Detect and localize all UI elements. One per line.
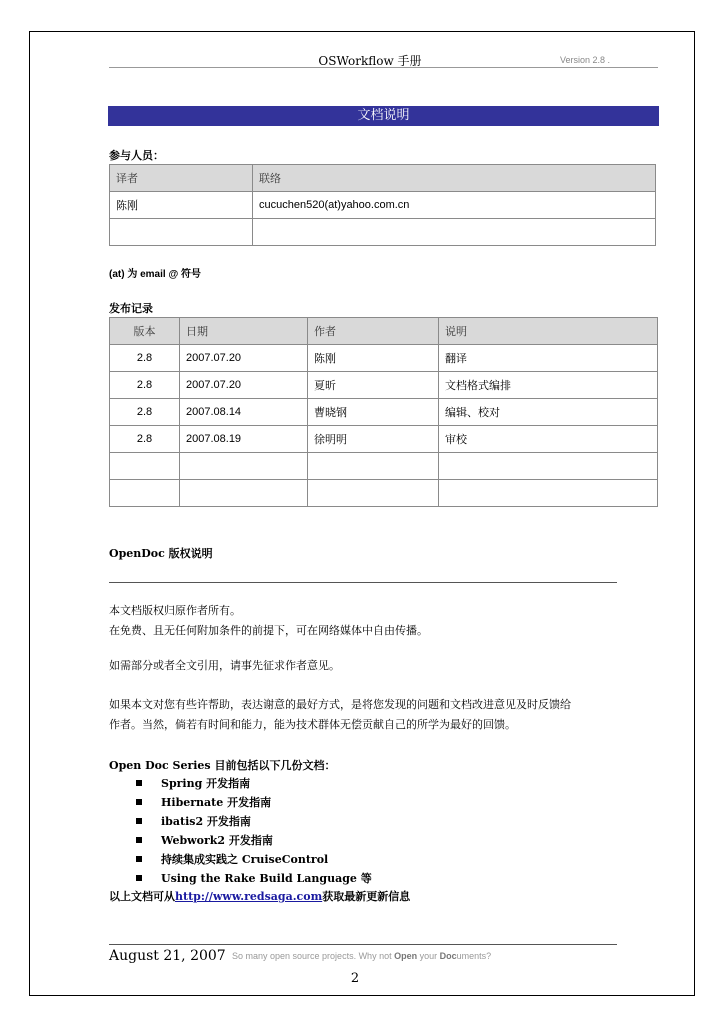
divider — [109, 582, 617, 583]
table-cell: cucuchen520(at)yahoo.com.cn — [253, 192, 656, 219]
slogan-part: So many open source projects. Why not — [232, 951, 395, 961]
bullet-icon — [136, 780, 142, 786]
table-cell: 文档格式编排 — [439, 372, 658, 399]
series-intro: Open Doc Series 目前包括以下几份文档： — [109, 759, 336, 772]
table-row — [110, 453, 658, 480]
email-note: (at) 为 email @ 符号 — [109, 269, 201, 280]
redsaga-link[interactable]: http://www.redsaga.com — [175, 890, 323, 903]
slogan-part: uments? — [456, 951, 492, 961]
outro-suffix: 获取最新更新信息 — [322, 890, 411, 903]
table-cell: 陈刚 — [110, 192, 253, 219]
table-row — [110, 372, 658, 399]
list-item — [136, 812, 536, 831]
column-header: 作者 — [308, 318, 439, 345]
series-list-wrap — [136, 774, 536, 888]
list-item-label: Spring 开发指南 — [161, 777, 251, 790]
table-cell: 2007.07.20 — [180, 345, 308, 372]
list-item-label: Webwork2 开发指南 — [161, 834, 273, 847]
column-header: 版本 — [110, 318, 180, 345]
table-cell: 翻译 — [439, 345, 658, 372]
list-item-label: Using the Rake Build Language 等 — [161, 872, 372, 885]
table-cell — [180, 480, 308, 507]
header-title: OSWorkflow 手册 — [318, 54, 422, 68]
table-cell: 2.8 — [110, 426, 180, 453]
table-row — [110, 426, 658, 453]
table-header-row — [110, 318, 658, 345]
footer-slogan — [232, 951, 491, 961]
copyright-line: 作者。当然，倘若有时间和能力，能为技术群体无偿贡献自己的所学为最好的回馈。 — [109, 718, 516, 731]
table-cell: 编辑、校对 — [439, 399, 658, 426]
table-cell: 徐明明 — [308, 426, 439, 453]
contributors-heading: 参与人员： — [109, 149, 164, 162]
table-cell — [110, 453, 180, 480]
table-cell — [110, 480, 180, 507]
list-item — [136, 869, 536, 888]
table-cell: 2007.08.14 — [180, 399, 308, 426]
releases-heading: 发布记录 — [109, 302, 153, 315]
copyright-line: 如需部分或者全文引用，请事先征求作者意见。 — [109, 659, 340, 672]
bullet-icon — [136, 856, 142, 862]
series-outro — [109, 888, 410, 904]
slogan-part: Open — [394, 951, 418, 961]
list-item — [136, 774, 536, 793]
column-header: 译者 — [110, 165, 253, 192]
list-item-label: 持续集成实践之 CruiseControl — [161, 853, 329, 866]
list-item — [136, 831, 536, 850]
outro-prefix: 以上文档可从 — [109, 890, 175, 903]
table-row — [110, 192, 656, 219]
footer-date: August 21, 2007 — [109, 948, 226, 964]
table-cell — [253, 219, 656, 246]
page-number: 2 — [350, 971, 360, 986]
table-row — [110, 480, 658, 507]
list-item-label: Hibernate 开发指南 — [161, 796, 272, 809]
table-cell: 2.8 — [110, 372, 180, 399]
contributors-table — [109, 164, 656, 246]
section-title: 文档说明 — [357, 108, 410, 123]
series-list — [136, 774, 536, 888]
copyright-line: 本文档版权归原作者所有。 — [109, 604, 241, 617]
table-cell: 陈刚 — [308, 345, 439, 372]
releases-table — [109, 317, 658, 507]
table-cell: 2007.07.20 — [180, 372, 308, 399]
table-row — [110, 219, 656, 246]
bullet-icon — [136, 837, 142, 843]
table-cell — [439, 453, 658, 480]
table-cell: 曹晓钢 — [308, 399, 439, 426]
table-row — [110, 399, 658, 426]
slogan-part: Doc — [439, 951, 457, 961]
table-cell — [110, 219, 253, 246]
bullet-icon — [136, 818, 142, 824]
list-item — [136, 793, 536, 812]
list-item-label: ibatis2 开发指南 — [161, 815, 251, 828]
table-cell: 夏昕 — [308, 372, 439, 399]
section-title-bar — [108, 106, 659, 126]
header-rule — [109, 67, 658, 68]
column-header: 说明 — [439, 318, 658, 345]
column-header: 日期 — [180, 318, 308, 345]
table-cell: 2.8 — [110, 345, 180, 372]
table-cell: 审校 — [439, 426, 658, 453]
table-cell — [308, 480, 439, 507]
table-row — [110, 345, 658, 372]
bullet-icon — [136, 799, 142, 805]
table-cell — [439, 480, 658, 507]
header-version: Version 2.8 . — [560, 55, 611, 65]
table-cell: 2007.08.19 — [180, 426, 308, 453]
table-header-row — [110, 165, 656, 192]
copyright-heading: OpenDoc 版权说明 — [109, 547, 213, 560]
table-cell — [308, 453, 439, 480]
copyright-line: 如果本文对您有些许帮助，表达谢意的最好方式，是将您发现的问题和文档改进意见及时反馈给 — [109, 698, 571, 711]
footer-rule — [109, 944, 617, 945]
table-cell — [180, 453, 308, 480]
table-cell: 2.8 — [110, 399, 180, 426]
list-item — [136, 850, 536, 869]
copyright-line: 在免费、且无任何附加条件的前提下，可在网络媒体中自由传播。 — [109, 624, 428, 637]
bullet-icon — [136, 875, 142, 881]
slogan-part: your — [417, 951, 440, 961]
column-header: 联络 — [253, 165, 656, 192]
